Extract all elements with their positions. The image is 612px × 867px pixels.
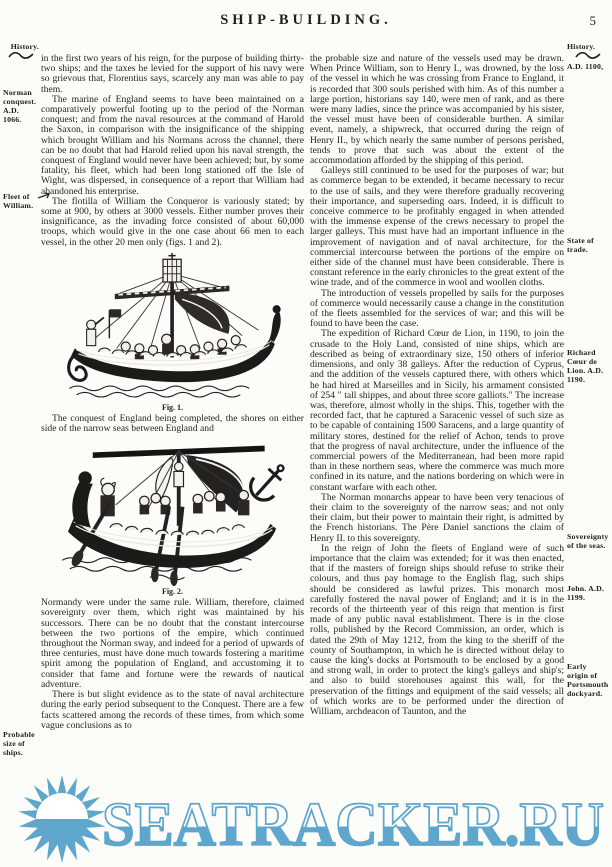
margin-note: Early origin of Portsmouth dockyard.	[567, 662, 609, 698]
seatracker-watermark	[0, 773, 612, 867]
margin-note: Fleet of William.	[3, 192, 39, 210]
paragraph: In the reign of John the fleets of England were of such importance that the claim was extended; for it was then enacted, that if the masters of foreign ships should refuse to strike their colours, and thus pay homage to the English flag, such ships should be considered as lawful prizes. This monarch most carefully fostered the naval power of England; and it is in the records of the thirteenth year of this reign that mention is first made of any public naval establishment. There is in the close rolls, published by the Record Commission, an order, which is dated the 29th of May 1212, from the king to the sheriff of the county of Southampton, in which he is directed without delay to cause the king's docks at Portsmouth to be enclosed by a good and strong wall, in order to protect the king's galleys and ship's; and also to build storehouses against this wall, for the preservation of the fittings and equipment of the said vessels; all of which works are to be performed under the direction of William, archdeacon of Taunton, and the	[310, 542, 564, 717]
paragraph: The flotilla of William the Conqueror is variously stated; by some at 900, by others at 3000 vessels. Either number proves their insignificance, as the invading force consisted of about 60,000 troops, which would give in the one case about 66 men to each vessel, in the other 20 men only (figs. 1 and 2).	[41, 195, 304, 248]
paragraph: Galleys still continued to be used for the purposes of war; but as commerce began to be extended, it became necessary to recur to the use of sails, and they were therefore gradually recovering their importance, and superseding oars. Indeed, it is difficult to conceive commerce to be profitably engaged in when attended with the immense expense of the crews necessary to propel the larger galleys. This must have had an important influence in the improvement of navigation and of naval architecture, for the commercial intercourse between the portions of the empire on either side of the channel must have been considerable. There is constant reference in the early chronicles to the great extent of the wine trade, and of the commerce in wool and woollen cloths.	[310, 165, 564, 289]
left-column	[41, 40, 304, 731]
paragraph: the probable size and nature of the vessels used may be drawn. When Prince William, son to Henry I., was drowned, by the loss of the vessel in which he was crossing from France to England, it is recorded that 300 souls perished with him. As of this number a large portion, historians say 140, were men of rank, and as there were many ladies, since the prince was accompanied by his sister, the vessel must have been of considerable burthen. A similar event, namely, a shipwreck, that occurred during the reign of Henry II., by which nearly the same number of persons perished, tends to prove that such was about the extent of the accommodation afforded by the shipping of this period.	[310, 53, 564, 167]
margin-note: Sovereignty of the seas.	[567, 532, 609, 550]
page-body	[0, 40, 612, 776]
margin-note: History.	[3, 42, 39, 60]
margin-note: A.D. 1100,	[567, 62, 604, 71]
paragraph: The Norman monarchs appear to have been very tenacious of their claim to the sovereignty of the narrow seas; and not only their claim, but their power to maintain their right, is admitted by the French historians. The Père Daniel sanctions the claim of Henry II. to this sovereignty.	[310, 491, 564, 544]
margin-note: Richard Cœur de Lion. A.D. 1190.	[567, 348, 604, 384]
paragraph: Normandy were under the same rule. William, therefore, claimed sovereignty over them, which right was maintained by his successors. There can be no doubt that the constant intercourse between the two portions of the empire, which continued throughout the Norman sway, and indeed for a period of upwards of three centuries, must have done much towards fostering a maritime spirit among the population of England, and accustoming it to consider that fame and fortune were the rewards of nautical adventure.	[41, 597, 304, 690]
swash-flourish-icon	[575, 52, 601, 60]
paragraph: The introduction of vessels propelled by sails for the purposes of commerce would necessarily cause a change in the constitution of the fleets assembled for the services of war; and this will be found to have been the case.	[310, 287, 564, 330]
watermark-text: SEATRACKER.RU	[102, 791, 604, 859]
paragraph: The expedition of Richard Cœur de Lion, in 1190, to join the crusade to the Holy Land, consisted of nine ships, which are described as being of extraordinary size, 150 others of inferior dimensions, and only 38 galleys. After the reduction of Cyprus, and the addition of the vessels captured there, with others which he had hired at Marseilles and in Sicily, his armament consisted of 254 " tall shippes, and about three score galliots." The increase was, therefore, almost wholly in the ships. This, together with the recorded fact, that he captured a Saracenic vessel of such size as to be capable of containing 1500 Saracens, and a large quantity of military stores, destined for the relief of Achon, tends to prove that the progress of naval architecture, under the influence of the commercial powers of the Mediterranean, had been more rapid than in these northern seas, where the commerce was much more confined in its nature, and the nations bordering on which were in constant warfare with each other.	[310, 328, 564, 493]
sun-icon	[18, 775, 107, 863]
margin-note: Norman conquest. A.D. 1066.	[3, 88, 37, 124]
paragraph: The conquest of England being completed, the shores on either side of the narrow seas between England and	[41, 412, 304, 435]
margin-note: John. A.D. 1199.	[567, 584, 605, 602]
figure-2-caption: Fig. 2.	[161, 587, 184, 597]
margin-note: State of trade.	[567, 236, 594, 254]
figure-1	[41, 252, 304, 412]
ship-with-oars-engraving	[51, 438, 295, 586]
figure-1-caption: Fig. 1.	[161, 402, 184, 412]
page-number: 5	[589, 13, 596, 28]
paragraph: in the first two years of his reign, for the purpose of building thirty-two ships; and the taxes he levied for the support of his navy were so grievous that, Florentius says, scarcely any man was able to pay them.	[41, 53, 304, 95]
figure-2	[41, 438, 304, 596]
page-header	[0, 12, 612, 38]
paragraph: The marine of England seems to have been maintained on a comparatively powerful footing up to the period of the Norman conquest; and from the naval resources at the command of Harold the Saxon, in comparison with the insignificance of the shipping which brought William and his Normans across the channel, there can be no doubt that had Harold relied upon his naval strength, the conquest of England would never have been achieved; but, by some fatality, his fleet, which had been long stationed off the Isle of Wight, was dispersed, in consequence of a report that William had abandoned his enterprise.	[41, 93, 304, 197]
watermark-graphic	[0, 773, 612, 867]
ship-under-sail-engraving	[51, 252, 295, 402]
swash-flourish-icon	[8, 52, 34, 60]
right-column	[310, 40, 564, 717]
margin-note: Probable size of ships.	[3, 730, 35, 757]
paragraph: There is but slight evidence as to the state of naval architecture during the early period subsequent to the Conquest. There are a few facts scattered among the records of these times, from which some vague conclusions as to	[41, 689, 304, 731]
right-margin-gutter	[567, 40, 610, 776]
margin-note: History.	[567, 42, 609, 60]
left-margin-gutter	[3, 40, 39, 776]
page-title: SHIP-BUILDING.	[220, 12, 392, 28]
